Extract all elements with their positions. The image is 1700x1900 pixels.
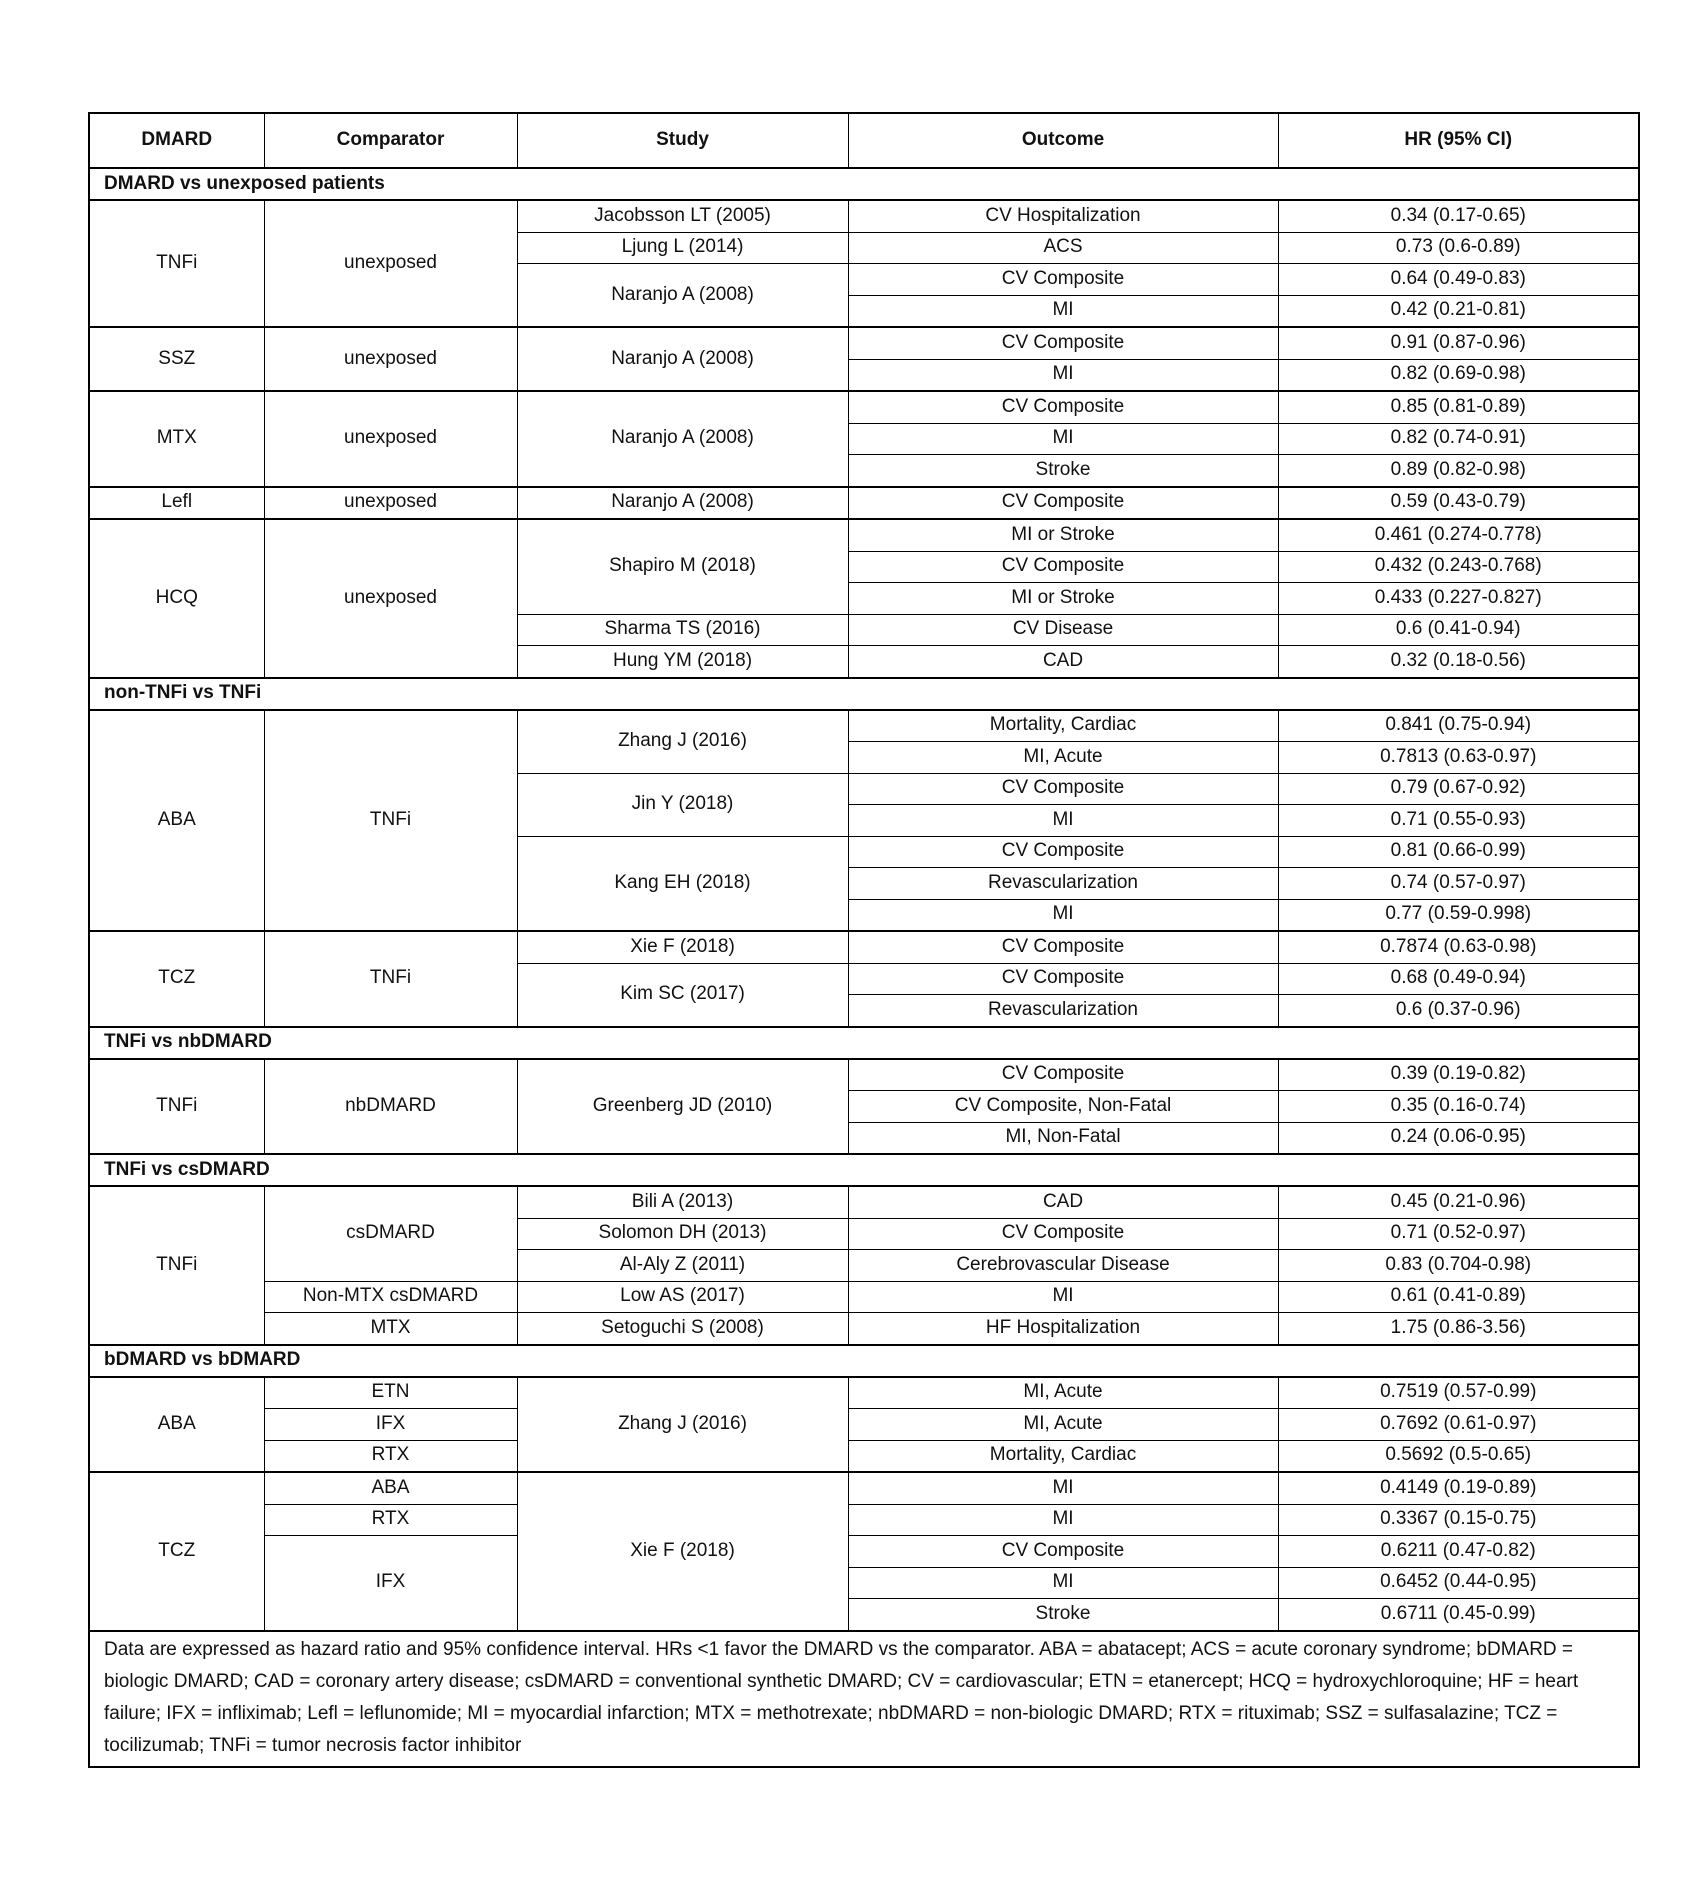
hr-cell: 0.7874 (0.63-0.98) <box>1278 931 1639 963</box>
dmard-cell: TCZ <box>89 1472 264 1631</box>
hr-cell: 0.71 (0.52-0.97) <box>1278 1218 1639 1250</box>
comparator-cell: ABA <box>264 1472 517 1504</box>
header-dmard: DMARD <box>89 113 264 168</box>
outcome-cell: CV Composite <box>848 963 1278 995</box>
outcome-cell: MI, Acute <box>848 742 1278 774</box>
table-row <box>89 710 1639 742</box>
footnote-row <box>89 1631 1639 1767</box>
outcome-cell: MI <box>848 423 1278 455</box>
section-title: TNFi vs csDMARD <box>89 1154 1639 1186</box>
hr-cell: 0.3367 (0.15-0.75) <box>1278 1504 1639 1536</box>
study-cell: Naranjo A (2008) <box>517 264 848 328</box>
outcome-cell: MI, Non-Fatal <box>848 1122 1278 1154</box>
outcome-cell: CV Composite <box>848 264 1278 296</box>
hr-cell: 0.7519 (0.57-0.99) <box>1278 1377 1639 1409</box>
comparator-cell: unexposed <box>264 200 517 327</box>
outcome-cell: MI <box>848 1567 1278 1599</box>
hr-cell: 0.24 (0.06-0.95) <box>1278 1122 1639 1154</box>
outcome-cell: CAD <box>848 1186 1278 1218</box>
hr-cell: 0.68 (0.49-0.94) <box>1278 963 1639 995</box>
hr-cell: 0.77 (0.59-0.998) <box>1278 899 1639 931</box>
hr-cell: 0.73 (0.6-0.89) <box>1278 232 1639 264</box>
hr-cell: 0.7692 (0.61-0.97) <box>1278 1409 1639 1441</box>
header-study: Study <box>517 113 848 168</box>
hr-cell: 0.432 (0.243-0.768) <box>1278 551 1639 583</box>
section-title: non-TNFi vs TNFi <box>89 678 1639 710</box>
hr-cell: 0.89 (0.82-0.98) <box>1278 455 1639 487</box>
study-cell: Naranjo A (2008) <box>517 391 848 487</box>
table-row <box>89 1504 1639 1536</box>
table-row <box>89 1409 1639 1441</box>
outcome-cell: CV Composite <box>848 1218 1278 1250</box>
hr-cell: 0.83 (0.704-0.98) <box>1278 1250 1639 1282</box>
hr-cell: 0.74 (0.57-0.97) <box>1278 868 1639 900</box>
table-row <box>89 391 1639 423</box>
study-cell: Xie F (2018) <box>517 1472 848 1631</box>
comparator-cell: nbDMARD <box>264 1059 517 1155</box>
outcome-cell: ACS <box>848 232 1278 264</box>
outcome-cell: CV Composite <box>848 391 1278 423</box>
hr-cell: 0.91 (0.87-0.96) <box>1278 327 1639 359</box>
study-cell: Solomon DH (2013) <box>517 1218 848 1250</box>
study-cell: Naranjo A (2008) <box>517 487 848 520</box>
outcome-cell: Stroke <box>848 455 1278 487</box>
outcome-cell: Mortality, Cardiac <box>848 1440 1278 1472</box>
dmard-cell: TNFi <box>89 200 264 327</box>
outcome-cell: CV Composite <box>848 931 1278 963</box>
study-cell: Ljung L (2014) <box>517 232 848 264</box>
study-cell: Jin Y (2018) <box>517 773 848 836</box>
hr-cell: 0.35 (0.16-0.74) <box>1278 1091 1639 1123</box>
outcome-cell: MI <box>848 295 1278 327</box>
hr-cell: 0.461 (0.274-0.778) <box>1278 519 1639 551</box>
outcome-cell: Stroke <box>848 1599 1278 1631</box>
section-row <box>89 1027 1639 1059</box>
hr-cell: 0.6211 (0.47-0.82) <box>1278 1536 1639 1568</box>
hr-cell: 0.6711 (0.45-0.99) <box>1278 1599 1639 1631</box>
comparator-cell: Non-MTX csDMARD <box>264 1281 517 1313</box>
hr-cell: 0.433 (0.227-0.827) <box>1278 583 1639 615</box>
hr-cell: 0.64 (0.49-0.83) <box>1278 264 1639 296</box>
study-cell: Greenberg JD (2010) <box>517 1059 848 1155</box>
study-cell: Shapiro M (2018) <box>517 519 848 614</box>
outcome-cell: CV Composite <box>848 551 1278 583</box>
hr-cell: 0.82 (0.74-0.91) <box>1278 423 1639 455</box>
comparator-cell: MTX <box>264 1313 517 1345</box>
comparator-cell: IFX <box>264 1409 517 1441</box>
outcome-cell: CAD <box>848 646 1278 678</box>
hr-cell: 0.7813 (0.63-0.97) <box>1278 742 1639 774</box>
comparator-cell: unexposed <box>264 487 517 520</box>
hr-cell: 0.45 (0.21-0.96) <box>1278 1186 1639 1218</box>
table-row <box>89 1472 1639 1504</box>
outcome-cell: CV Composite <box>848 836 1278 868</box>
table-row <box>89 1377 1639 1409</box>
study-cell: Setoguchi S (2008) <box>517 1313 848 1345</box>
dmard-cell: ABA <box>89 1377 264 1473</box>
hr-cell: 0.6 (0.37-0.96) <box>1278 995 1639 1027</box>
outcome-cell: CV Hospitalization <box>848 200 1278 232</box>
study-cell: Zhang J (2016) <box>517 710 848 774</box>
hr-cell: 0.82 (0.69-0.98) <box>1278 359 1639 391</box>
hr-cell: 0.5692 (0.5-0.65) <box>1278 1440 1639 1472</box>
study-cell: Bili A (2013) <box>517 1186 848 1218</box>
table-row <box>89 519 1639 551</box>
section-title: TNFi vs nbDMARD <box>89 1027 1639 1059</box>
outcome-cell: CV Disease <box>848 614 1278 646</box>
comparator-cell: TNFi <box>264 931 517 1027</box>
header-outcome: Outcome <box>848 113 1278 168</box>
outcome-cell: MI or Stroke <box>848 519 1278 551</box>
table-row <box>89 327 1639 359</box>
hr-cell: 0.32 (0.18-0.56) <box>1278 646 1639 678</box>
outcome-cell: CV Composite <box>848 773 1278 805</box>
study-cell: Al-Aly Z (2011) <box>517 1250 848 1282</box>
comparator-cell: TNFi <box>264 710 517 932</box>
dmard-cell: TCZ <box>89 931 264 1027</box>
hr-cell: 0.81 (0.66-0.99) <box>1278 836 1639 868</box>
dmard-cell: SSZ <box>89 327 264 391</box>
outcome-cell: CV Composite <box>848 487 1278 520</box>
hr-cell: 1.75 (0.86-3.56) <box>1278 1313 1639 1345</box>
hr-cell: 0.61 (0.41-0.89) <box>1278 1281 1639 1313</box>
dmard-cell: TNFi <box>89 1059 264 1155</box>
outcome-cell: MI, Acute <box>848 1409 1278 1441</box>
hr-cell: 0.34 (0.17-0.65) <box>1278 200 1639 232</box>
section-row <box>89 678 1639 710</box>
comparator-cell: unexposed <box>264 391 517 487</box>
dmard-cell: Lefl <box>89 487 264 520</box>
section-row <box>89 1345 1639 1377</box>
outcome-cell: MI <box>848 1472 1278 1504</box>
outcome-cell: MI <box>848 1281 1278 1313</box>
dmard-cell: HCQ <box>89 519 264 678</box>
hr-cell: 0.85 (0.81-0.89) <box>1278 391 1639 423</box>
study-cell: Jacobsson LT (2005) <box>517 200 848 232</box>
outcome-cell: Revascularization <box>848 868 1278 900</box>
section-row <box>89 168 1639 200</box>
hr-cell: 0.42 (0.21-0.81) <box>1278 295 1639 327</box>
study-cell: Xie F (2018) <box>517 931 848 963</box>
hr-cell: 0.71 (0.55-0.93) <box>1278 805 1639 837</box>
comparator-cell: ETN <box>264 1377 517 1409</box>
outcome-cell: MI <box>848 899 1278 931</box>
hr-cell: 0.6452 (0.44-0.95) <box>1278 1567 1639 1599</box>
study-cell: Zhang J (2016) <box>517 1377 848 1473</box>
hr-cell: 0.4149 (0.19-0.89) <box>1278 1472 1639 1504</box>
header-row <box>89 113 1639 168</box>
table-row <box>89 487 1639 520</box>
dmard-cell: ABA <box>89 710 264 932</box>
outcome-cell: CV Composite <box>848 327 1278 359</box>
comparator-cell: RTX <box>264 1440 517 1472</box>
comparator-cell: unexposed <box>264 327 517 391</box>
outcome-cell: MI <box>848 1504 1278 1536</box>
outcome-cell: CV Composite, Non-Fatal <box>848 1091 1278 1123</box>
outcome-cell: MI <box>848 359 1278 391</box>
study-cell: Sharma TS (2016) <box>517 614 848 646</box>
table-row <box>89 1440 1639 1472</box>
hr-cell: 0.59 (0.43-0.79) <box>1278 487 1639 520</box>
study-cell: Naranjo A (2008) <box>517 327 848 391</box>
study-cell: Low AS (2017) <box>517 1281 848 1313</box>
outcome-cell: HF Hospitalization <box>848 1313 1278 1345</box>
hr-cell: 0.841 (0.75-0.94) <box>1278 710 1639 742</box>
comparator-cell: RTX <box>264 1504 517 1536</box>
dmard-cell: TNFi <box>89 1186 264 1345</box>
outcome-cell: Mortality, Cardiac <box>848 710 1278 742</box>
hr-cell: 0.79 (0.67-0.92) <box>1278 773 1639 805</box>
table-row <box>89 1281 1639 1313</box>
outcome-cell: CV Composite <box>848 1059 1278 1091</box>
hazard-ratio-table <box>88 112 1640 1768</box>
hr-cell: 0.6 (0.41-0.94) <box>1278 614 1639 646</box>
comparator-cell: IFX <box>264 1536 517 1631</box>
outcome-cell: MI, Acute <box>848 1377 1278 1409</box>
hr-cell: 0.39 (0.19-0.82) <box>1278 1059 1639 1091</box>
section-row <box>89 1154 1639 1186</box>
outcome-cell: Cerebrovascular Disease <box>848 1250 1278 1282</box>
section-title: bDMARD vs bDMARD <box>89 1345 1639 1377</box>
table-row <box>89 1059 1639 1091</box>
comparator-cell: csDMARD <box>264 1186 517 1281</box>
study-cell: Kang EH (2018) <box>517 836 848 931</box>
table-row <box>89 1536 1639 1568</box>
outcome-cell: Revascularization <box>848 995 1278 1027</box>
study-cell: Kim SC (2017) <box>517 963 848 1027</box>
table-body <box>89 168 1639 1631</box>
comparator-cell: unexposed <box>264 519 517 678</box>
outcome-cell: MI or Stroke <box>848 583 1278 615</box>
dmard-cell: MTX <box>89 391 264 487</box>
study-cell: Hung YM (2018) <box>517 646 848 678</box>
table-row <box>89 1186 1639 1218</box>
header-hr: HR (95% CI) <box>1278 113 1639 168</box>
footnote: Data are expressed as hazard ratio and 95% confidence interval. HRs <1 favor the DMARD vs the comparator. ABA = abatacept; ACS = acute coronary syndrome; bDMARD = biologic DMARD; CAD = coronary artery disease; csDMARD = conventional synthetic DMARD; CV = cardiovascular; ETN = etanercept; HCQ = hydroxychloroquine; HF = heart failure; IFX = infliximab; Lefl = leflunomide; MI = myocardial infarction; MTX = methotrexate; nbDMARD = non-biologic DMARD; RTX = rituximab; SSZ = sulfasalazine; TCZ = tocilizumab; TNFi = tumor necrosis factor inhibitor <box>89 1631 1639 1767</box>
table-row <box>89 931 1639 963</box>
table-row <box>89 200 1639 232</box>
header-comparator: Comparator <box>264 113 517 168</box>
outcome-cell: CV Composite <box>848 1536 1278 1568</box>
table-row <box>89 1313 1639 1345</box>
outcome-cell: MI <box>848 805 1278 837</box>
section-title: DMARD vs unexposed patients <box>89 168 1639 200</box>
